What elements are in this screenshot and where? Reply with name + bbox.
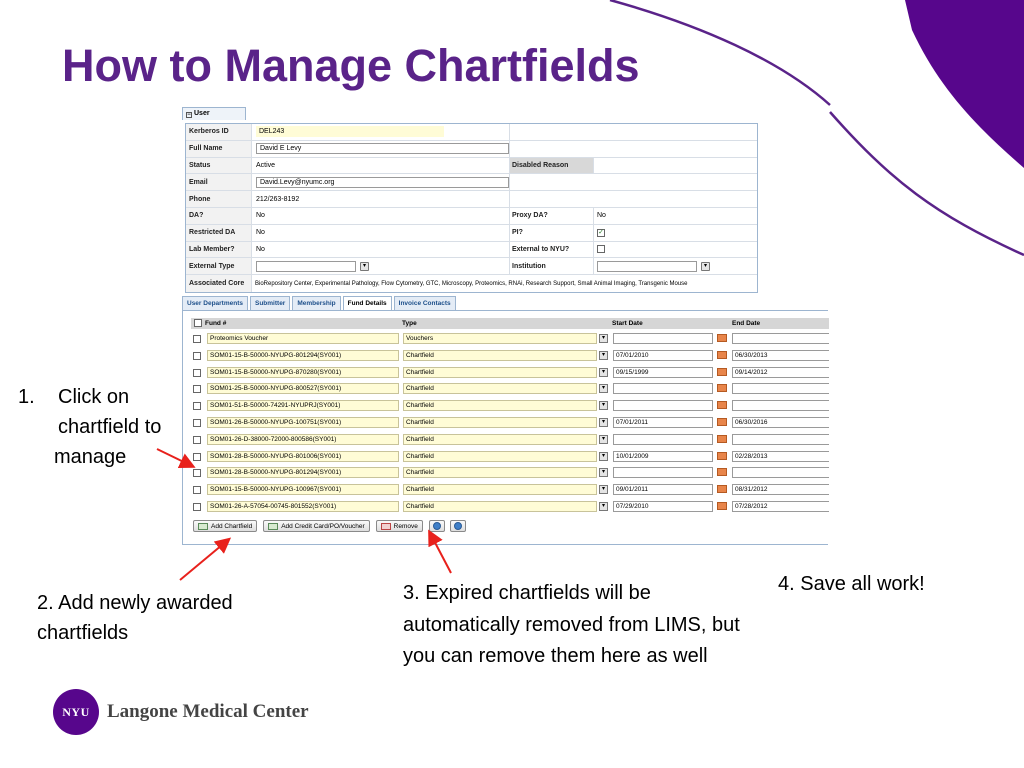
fund-type-field[interactable]: Chartfield xyxy=(403,501,597,512)
type-dropdown-icon[interactable]: ▾ xyxy=(599,334,608,343)
da-label: DA? xyxy=(186,208,252,224)
fund-row xyxy=(191,433,829,447)
tab-invoice-contacts[interactable]: Invoice Contacts xyxy=(394,296,456,310)
collapse-icon[interactable]: − xyxy=(187,112,191,118)
end-date-field[interactable] xyxy=(732,434,829,445)
disabled-reason-value xyxy=(594,158,757,174)
user-panel xyxy=(182,107,758,288)
start-date-field[interactable]: 09/15/1999 xyxy=(613,367,713,378)
annotation-1-line2: chartfield to xyxy=(58,416,162,438)
row-checkbox[interactable] xyxy=(193,436,201,444)
calendar-icon[interactable] xyxy=(717,384,727,392)
external-type-dropdown-icon[interactable]: ▾ xyxy=(360,262,369,271)
calendar-icon[interactable] xyxy=(717,351,727,359)
associated-core-label: Associated Core xyxy=(186,275,252,292)
fund-type-field[interactable]: Chartfield xyxy=(403,400,597,411)
fund-number-field[interactable]: SOM01-28-B-50000-NYUPG-801294(SY001) xyxy=(207,467,399,478)
add-credit-label: Add Credit Card/PO/Voucher xyxy=(281,522,365,530)
arrow-up-icon xyxy=(433,522,441,530)
institution-dropdown-icon[interactable]: ▾ xyxy=(701,262,710,271)
external-nyu-checkbox[interactable] xyxy=(597,245,605,253)
start-date-column-header: Start Date xyxy=(612,320,643,327)
fund-number-field[interactable]: SOM01-51-B-50000-74291-NYUPRJ(SY001) xyxy=(207,400,399,411)
remove-button[interactable] xyxy=(376,520,423,532)
phone-value: 212/263-8192 xyxy=(252,191,510,207)
status-label: Status xyxy=(186,158,252,174)
calendar-icon[interactable] xyxy=(717,435,727,443)
status-row xyxy=(186,158,757,175)
remove-icon xyxy=(381,523,391,530)
fund-row xyxy=(191,382,829,396)
fund-tab-strip xyxy=(182,296,458,310)
fund-number-field[interactable]: Proteomics Voucher xyxy=(207,333,399,344)
fund-row xyxy=(191,450,829,464)
fund-row xyxy=(191,483,829,497)
remove-label: Remove xyxy=(393,522,418,530)
row-checkbox[interactable] xyxy=(193,469,201,477)
start-date-field[interactable] xyxy=(613,333,713,344)
arrow-to-add-button xyxy=(180,540,228,580)
fund-number-field[interactable]: SOM01-28-B-50000-NYUPG-801006(SY001) xyxy=(207,451,399,462)
type-dropdown-icon[interactable]: ▾ xyxy=(599,435,608,444)
row-checkbox[interactable] xyxy=(193,486,201,494)
fund-number-field[interactable]: SOM01-25-B-50000-NYUPG-800527(SY001) xyxy=(207,383,399,394)
disabled-reason-label: Disabled Reason xyxy=(510,158,594,174)
pi-label: PI? xyxy=(510,225,594,241)
lab-member-label: Lab Member? xyxy=(186,242,252,258)
end-date-field[interactable]: 09/14/2012 xyxy=(732,367,829,378)
kerberos-row xyxy=(186,124,757,141)
slide-title: How to Manage Chartfields xyxy=(62,40,640,91)
end-date-field[interactable]: 07/28/2012 xyxy=(732,501,829,512)
end-date-field[interactable] xyxy=(732,400,829,411)
tab-fund-details[interactable]: Fund Details xyxy=(343,296,392,310)
email-row xyxy=(186,174,757,191)
calendar-icon[interactable] xyxy=(717,401,727,409)
start-date-field[interactable]: 07/01/2010 xyxy=(613,350,713,361)
kerberos-label: Kerberos ID xyxy=(186,124,252,140)
start-date-field[interactable]: 10/01/2009 xyxy=(613,451,713,462)
type-dropdown-icon[interactable]: ▾ xyxy=(599,384,608,393)
da-value: No xyxy=(252,208,510,224)
fund-type-field[interactable]: Chartfield xyxy=(403,383,597,394)
fund-type-field[interactable]: Chartfield xyxy=(403,367,597,378)
fund-type-field[interactable]: Chartfield xyxy=(403,350,597,361)
lab-member-row xyxy=(186,242,757,259)
fund-number-field[interactable]: SOM01-15-B-50000-NYUPG-100967(SY001) xyxy=(207,484,399,495)
proxy-da-label: Proxy DA? xyxy=(510,208,594,224)
external-type-label: External Type xyxy=(186,258,252,274)
calendar-icon[interactable] xyxy=(717,468,727,476)
add-icon xyxy=(268,523,278,530)
row-checkbox[interactable] xyxy=(193,419,201,427)
calendar-icon[interactable] xyxy=(717,502,727,510)
fund-table-header xyxy=(191,318,829,329)
type-column-header: Type xyxy=(402,320,417,327)
type-dropdown-icon[interactable]: ▾ xyxy=(599,468,608,477)
end-date-field[interactable]: 02/28/2013 xyxy=(732,451,829,462)
type-dropdown-icon[interactable]: ▾ xyxy=(599,368,608,377)
fund-type-field[interactable]: Chartfield xyxy=(403,451,597,462)
end-date-column-header: End Date xyxy=(732,320,761,327)
row-checkbox[interactable] xyxy=(193,335,201,343)
calendar-icon[interactable] xyxy=(717,368,727,376)
proxy-da-value: No xyxy=(597,212,606,220)
annotation-1-line3: manage xyxy=(54,446,127,468)
tab-submitter[interactable]: Submitter xyxy=(250,296,290,310)
type-dropdown-icon[interactable]: ▾ xyxy=(599,401,608,410)
lab-member-value: No xyxy=(252,242,510,258)
end-date-field[interactable]: 06/30/2016 xyxy=(732,417,829,428)
end-date-field[interactable]: 06/30/2013 xyxy=(732,350,829,361)
row-checkbox[interactable] xyxy=(193,352,201,360)
start-date-field[interactable]: 09/01/2011 xyxy=(613,484,713,495)
end-date-field[interactable]: 08/31/2012 xyxy=(732,484,829,495)
move-up-button[interactable] xyxy=(429,520,445,532)
row-checkbox[interactable] xyxy=(193,503,201,511)
phone-row xyxy=(186,191,757,208)
external-type-select[interactable] xyxy=(256,261,356,272)
start-date-field[interactable]: 07/29/2010 xyxy=(613,501,713,512)
restricted-da-value: No xyxy=(252,225,510,241)
annotation-3: 3. Expired chartfields will be automatically removed from LIMS, but you can remove them here as well xyxy=(403,582,740,667)
fund-type-field[interactable]: Chartfield xyxy=(403,484,597,495)
annotation-4: 4. Save all work! xyxy=(778,573,925,595)
start-date-field[interactable] xyxy=(613,467,713,478)
fund-number-field[interactable]: SOM01-26-B-50000-NYUPG-100751(SY001) xyxy=(207,417,399,428)
type-dropdown-icon[interactable]: ▾ xyxy=(599,418,608,427)
row-checkbox[interactable] xyxy=(193,402,201,410)
fund-type-field[interactable]: Chartfield xyxy=(403,417,597,428)
user-details-table xyxy=(185,123,758,293)
row-checkbox[interactable] xyxy=(193,385,201,393)
user-tab-label: User xyxy=(194,110,210,117)
type-dropdown-icon[interactable]: ▾ xyxy=(599,351,608,360)
arrow-down-icon xyxy=(454,522,462,530)
add-chartfield-button[interactable] xyxy=(193,520,257,532)
email-label: Email xyxy=(186,174,252,190)
institution-select[interactable] xyxy=(597,261,697,272)
restricted-da-row xyxy=(186,225,757,242)
institution-label: Institution xyxy=(510,258,594,274)
annotation-2: 2. Add newly awarded chartfields xyxy=(37,592,233,644)
fund-action-bar xyxy=(193,519,471,533)
fund-details-panel xyxy=(182,310,828,545)
external-type-row xyxy=(186,258,757,275)
pi-checkbox[interactable]: ✓ xyxy=(598,228,604,236)
fund-row xyxy=(191,500,829,514)
fund-row xyxy=(191,332,829,346)
email-field[interactable]: David.Levy@nyumc.org xyxy=(256,177,509,188)
fund-number-field[interactable]: SOM01-15-B-50000-NYUPG-801294(SY001) xyxy=(207,350,399,361)
full-name-row xyxy=(186,141,757,158)
annotation-1-line1: Click on xyxy=(58,386,130,408)
select-all-checkbox[interactable] xyxy=(194,319,202,327)
tab-membership[interactable]: Membership xyxy=(292,296,340,310)
fund-row xyxy=(191,416,829,430)
type-dropdown-icon[interactable]: ▾ xyxy=(599,485,608,494)
fund-row xyxy=(191,399,829,413)
move-down-button[interactable] xyxy=(450,520,466,532)
restricted-da-label: Restricted DA xyxy=(186,225,252,241)
start-date-field[interactable]: 07/01/2011 xyxy=(613,417,713,428)
end-date-field[interactable] xyxy=(732,467,829,478)
end-date-field[interactable] xyxy=(732,333,829,344)
status-value: Active xyxy=(252,158,510,174)
calendar-icon[interactable] xyxy=(717,485,727,493)
associated-core-row xyxy=(186,275,757,292)
type-dropdown-icon[interactable]: ▾ xyxy=(599,452,608,461)
annotation-1-number: 1. xyxy=(18,386,35,408)
add-credit-card-button[interactable] xyxy=(263,520,369,532)
logo-text: Langone Medical Center xyxy=(107,701,309,722)
full-name-field[interactable]: David E Levy xyxy=(256,143,509,154)
fund-column-header: Fund # xyxy=(205,320,227,327)
kerberos-field[interactable]: DEL243 xyxy=(256,126,444,137)
tab-user-departments[interactable]: User Departments xyxy=(182,296,248,310)
external-nyu-label: External to NYU? xyxy=(510,242,594,258)
start-date-field[interactable] xyxy=(613,400,713,411)
start-date-field[interactable] xyxy=(613,434,713,445)
calendar-icon[interactable] xyxy=(717,418,727,426)
type-dropdown-icon[interactable]: ▾ xyxy=(599,502,608,511)
row-checkbox[interactable] xyxy=(193,369,201,377)
associated-core-value: BioRepository Center, Experimental Pathology, Flow Cytometry, GTC, Microscopy, Proteomics, RNAi, Research Support, Small Animal Imaging, Transgenic Mouse xyxy=(255,280,688,287)
fund-row xyxy=(191,466,829,480)
add-chartfield-label: Add Chartfield xyxy=(211,522,253,530)
start-date-field[interactable] xyxy=(613,383,713,394)
fund-type-field[interactable]: Chartfield xyxy=(403,434,597,445)
add-icon xyxy=(198,523,208,530)
nyu-logo: NYU xyxy=(53,689,99,735)
row-checkbox[interactable] xyxy=(193,453,201,461)
user-panel-tab[interactable] xyxy=(182,107,246,120)
calendar-icon[interactable] xyxy=(717,334,727,342)
fund-type-field[interactable]: Chartfield xyxy=(403,467,597,478)
fund-number-field[interactable]: SOM01-15-B-50000-NYUPG-870280(SY001) xyxy=(207,367,399,378)
calendar-icon[interactable] xyxy=(717,452,727,460)
phone-label: Phone xyxy=(186,191,252,207)
fund-number-field[interactable]: SOM01-26-D-38000-72000-800586(SY001) xyxy=(207,434,399,445)
fund-row xyxy=(191,349,829,363)
fund-number-field[interactable]: SOM01-26-A-57054-00745-801552(SY001) xyxy=(207,501,399,512)
fund-type-field[interactable]: Vouchers xyxy=(403,333,597,344)
full-name-label: Full Name xyxy=(186,141,252,157)
fund-row xyxy=(191,366,829,380)
end-date-field[interactable] xyxy=(732,383,829,394)
da-row xyxy=(186,208,757,225)
